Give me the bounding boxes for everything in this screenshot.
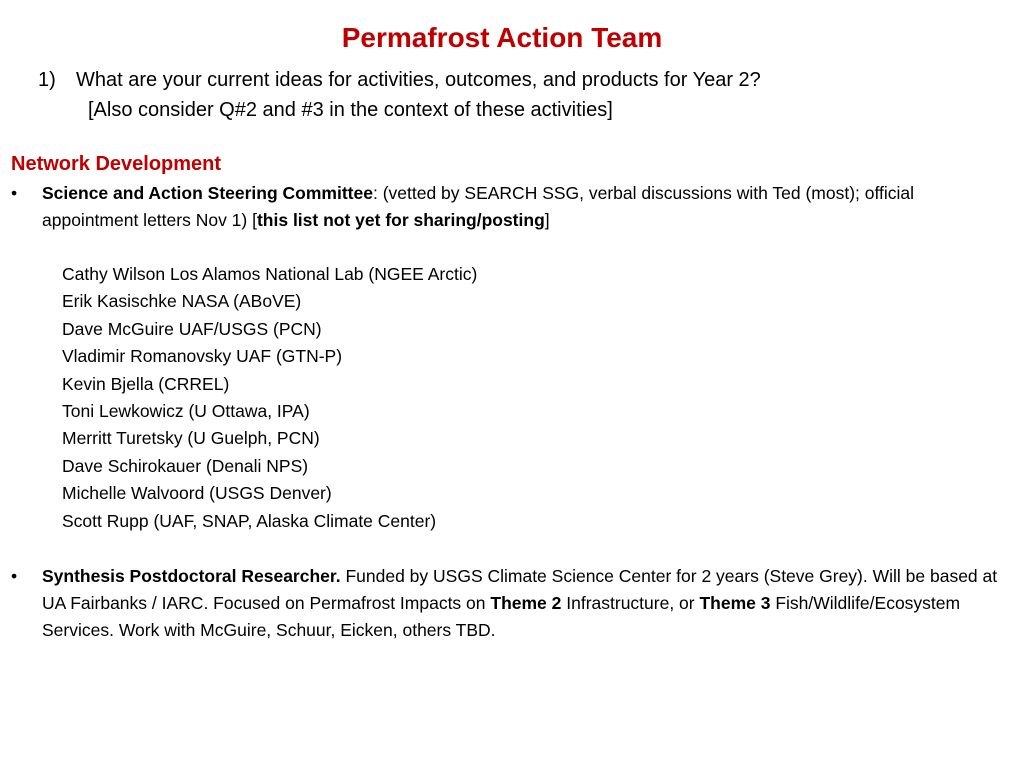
bullet-bold-note: this list not yet for sharing/posting xyxy=(256,210,545,230)
list-item: Vladimir Romanovsky UAF (GTN-P) xyxy=(62,346,343,367)
bullet-bold-lead: Science and Action Steering Committee xyxy=(42,183,373,203)
question-number: 1) xyxy=(38,69,56,91)
list-item: Dave McGuire UAF/USGS (PCN) xyxy=(62,318,322,339)
bullet-text xyxy=(42,180,1011,234)
bullet-close: ] xyxy=(544,210,550,230)
bullet-marker: • xyxy=(11,183,18,203)
theme-3-label: Theme 3 xyxy=(699,593,771,613)
bullet-body: : (vetted by SEARCH SSG, verbal discussions with Ted (most); official appointment letters Nov 1) [ xyxy=(42,183,915,230)
bullet-text xyxy=(42,563,1011,644)
question-line xyxy=(38,66,761,94)
member-list xyxy=(62,261,477,535)
slide-title: Permafrost Action Team xyxy=(341,22,663,53)
bullet-marker: • xyxy=(11,566,18,586)
bullet-steering-committee xyxy=(11,180,1011,234)
bullet-bold-lead: Synthesis Postdoctoral Researcher. xyxy=(42,566,341,586)
list-item: Erik Kasischke NASA (ABoVE) xyxy=(62,291,302,312)
list-item: Michelle Walvoord (USGS Denver) xyxy=(62,483,332,504)
list-item: Scott Rupp (UAF, SNAP, Alaska Climate Center) xyxy=(62,510,437,531)
list-item: Kevin Bjella (CRREL) xyxy=(62,373,230,394)
list-item: Cathy Wilson Los Alamos National Lab (NGEE Arctic) xyxy=(62,264,478,284)
question-subtext: [Also consider Q#2 and #3 in the context of these activities] xyxy=(88,99,613,121)
list-item: Dave Schirokauer (Denali NPS) xyxy=(62,455,309,476)
theme-2-label: Theme 2 xyxy=(490,593,562,613)
list-item: Toni Lewkowicz (U Ottawa, IPA) xyxy=(62,401,310,422)
bullet-postdoc xyxy=(11,563,1011,644)
list-item: Merritt Turetsky (U Guelph, PCN) xyxy=(62,428,320,449)
section-heading: Network Development xyxy=(11,153,222,175)
bullet-body: Fish/Wildlife/Ecosystem Services. Work with McGuire, Schuur, Eicken, others TBD. xyxy=(42,593,961,640)
question-text: What are your current ideas for activities, outcomes, and products for Year 2? xyxy=(76,69,761,91)
bullet-body: Funded by USGS Climate Science Center for 2 years (Steve Grey). Will be based at UA Fairbanks / IARC. Focused on Permafrost Impacts on xyxy=(42,566,998,613)
bullet-body: Infrastructure, or xyxy=(561,593,700,613)
